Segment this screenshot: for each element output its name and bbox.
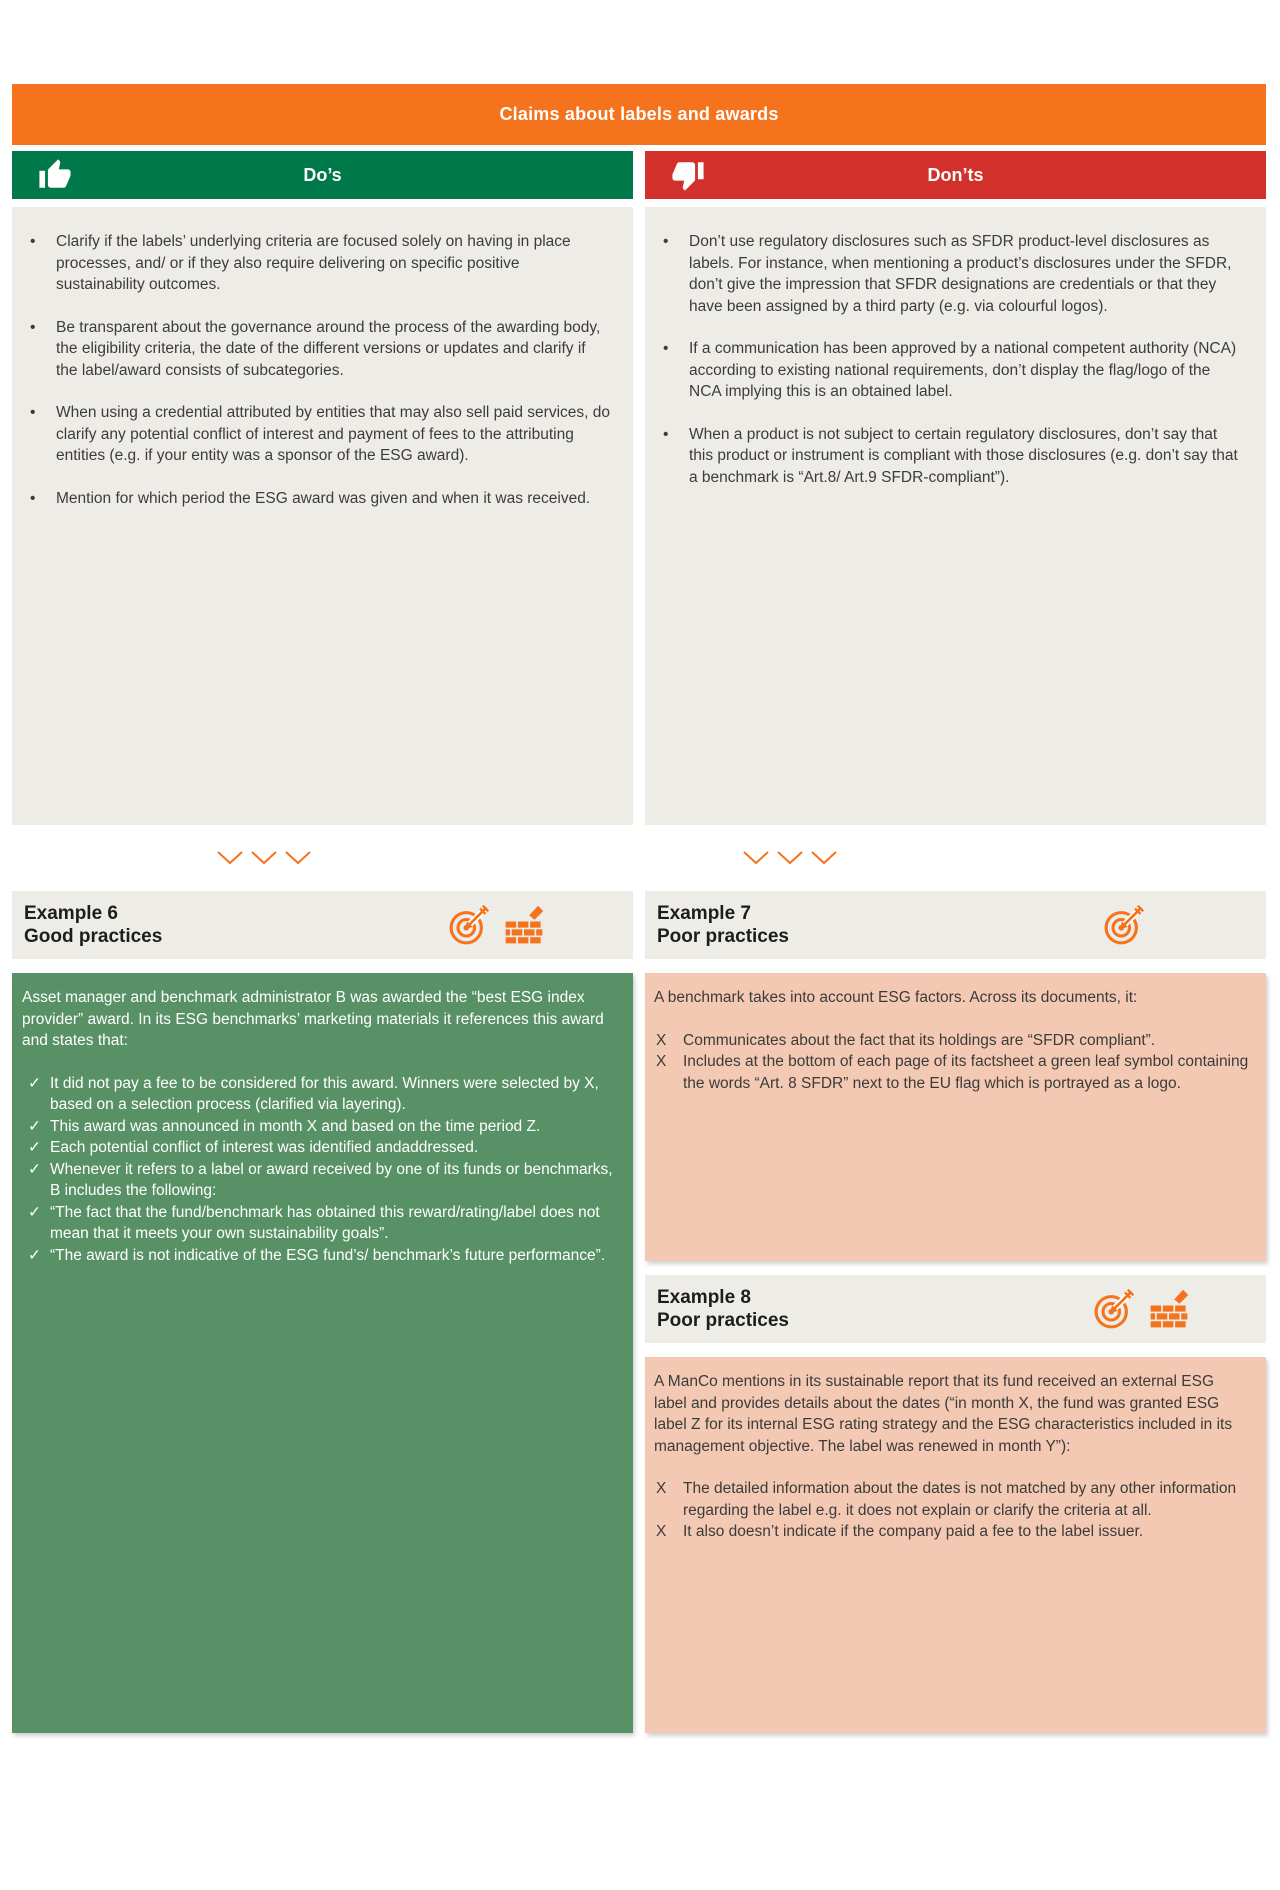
donts-header-label: Don’ts <box>927 164 984 185</box>
example7-header <box>645 891 1266 959</box>
chevron-group-right <box>743 851 1266 865</box>
example-number: Example 7 <box>657 903 751 924</box>
list-item <box>30 488 611 510</box>
donts-item-text: When a product is not subject to certain regulatory disclosures, don’t say that this product or instrument is compliant with those disclosures (e.g. don’t say that a benchmark is “Art.8/ Art.9 SFDR-compliant”). <box>689 425 1238 486</box>
example-kind: Poor practices <box>657 926 789 947</box>
cross-marker: X <box>656 1480 667 1497</box>
cross-marker: X <box>656 1523 667 1540</box>
list-item <box>22 1159 618 1202</box>
list-item <box>654 1051 1251 1094</box>
example6-item-text: “The award is not indicative of the ESG fund’s/ benchmark’s future performance”. <box>50 1246 606 1264</box>
example8-icons <box>1092 1287 1190 1331</box>
list-item <box>654 1478 1251 1521</box>
dos-list-box <box>12 207 633 825</box>
example6-title <box>24 902 162 948</box>
example8-header <box>645 1275 1266 1343</box>
dos-item-text: Clarify if the labels’ underlying criteria are focused solely on having in place processes, and/ or if they also require delivering on specific positive sustainability outcomes. <box>56 233 571 293</box>
list-item <box>663 338 1244 403</box>
donts-list-box <box>645 207 1266 825</box>
check-marker: ✓ <box>28 1117 41 1135</box>
list-item <box>30 402 611 467</box>
chevron-down-icon <box>217 851 243 865</box>
example-kind: Good practices <box>24 926 163 947</box>
example8-intro: A ManCo mentions in its sustainable report that its fund received an external ESG label and provides details about the dates (“in month X, the fund was granted ESG label Z for its internal ESG rating strategy and the ESG characteristics included in its management objective. The label was renewed in month Y”): <box>654 1373 1233 1455</box>
list-item <box>663 424 1244 489</box>
example6-item-text: Each potential conflict of interest was identified andaddressed. <box>50 1139 479 1156</box>
example8-item-text: The detailed information about the dates is not matched by any other information regarding the label e.g. it does not explain or clarify the criteria at all. <box>683 1480 1237 1519</box>
dos-donts-headers <box>12 151 1266 207</box>
target-arrow-icon <box>447 903 491 947</box>
check-marker: ✓ <box>28 1139 41 1156</box>
example6-item-text: “The fact that the fund/benchmark has obtained this reward/rating/label does not mean that it meets your own sustainability goals”. <box>50 1203 600 1242</box>
dos-item-text: Be transparent about the governance around the process of the awarding body, the eligibility criteria, the date of the different versions or updates and clarify if the label/award consists of subcategories. <box>56 318 601 379</box>
list-item <box>22 1137 618 1159</box>
bullet-marker: • <box>663 425 669 443</box>
bullet-marker: • <box>30 233 36 250</box>
bricks-icon <box>1148 1288 1190 1330</box>
examples-section <box>12 891 1266 1733</box>
bullet-marker: • <box>30 489 36 507</box>
bullet-marker: • <box>30 404 36 421</box>
list-item <box>654 1521 1251 1543</box>
list-item <box>30 231 611 296</box>
check-marker: ✓ <box>28 1246 41 1264</box>
example7-item-text: Communicates about the fact that its holdings are “SFDR compliant”. <box>683 1031 1156 1049</box>
chevron-down-icon <box>251 851 277 865</box>
example-kind: Poor practices <box>657 1310 789 1331</box>
list-item <box>22 1116 618 1138</box>
example8-item-text: It also doesn’t indicate if the company paid a fee to the label issuer. <box>683 1523 1144 1540</box>
example6-item-text: This award was announced in month X and based on the time period Z. <box>50 1117 541 1135</box>
example6-content-box <box>12 973 633 1733</box>
chevron-down-icon <box>285 851 311 865</box>
example6-item-text: It did not pay a fee to be considered for this award. Winners were selected by X, based on a selection process (clarified via layering). <box>50 1074 599 1113</box>
bullet-marker: • <box>663 233 669 250</box>
list-item <box>654 1030 1251 1052</box>
list-item <box>30 317 611 382</box>
example8-title <box>657 1286 789 1332</box>
cross-marker: X <box>656 1053 667 1070</box>
chevron-down-icon <box>777 851 803 865</box>
donts-header-bar <box>645 151 1266 199</box>
cross-marker: X <box>656 1031 667 1049</box>
chevron-down-icon <box>811 851 837 865</box>
target-arrow-icon <box>1102 903 1146 947</box>
example6-icons <box>447 903 545 947</box>
section-title: Claims about labels and awards <box>499 104 779 124</box>
example6-header <box>12 891 633 959</box>
list-item <box>663 231 1244 317</box>
bullet-marker: • <box>30 318 36 336</box>
thumbs-down-icon <box>671 158 705 192</box>
chevron-down-icon <box>743 851 769 865</box>
target-arrow-icon <box>1092 1287 1136 1331</box>
dos-donts-content <box>12 207 1266 825</box>
list-item <box>22 1202 618 1245</box>
example6-column <box>12 891 633 1733</box>
example-number: Example 8 <box>657 1287 751 1308</box>
list-item <box>22 1245 618 1267</box>
dos-item-text: Mention for which period the ESG award was given and when it was received. <box>56 489 591 507</box>
dos-header-label: Do’s <box>303 164 342 185</box>
example6-intro: Asset manager and benchmark administrator B was awarded the “best ESG index provider” award. In its ESG benchmarks’ marketing materials it references this award and states that: <box>22 989 604 1049</box>
example7-intro: A benchmark takes into account ESG factors. Across its documents, it: <box>654 989 1138 1006</box>
example-number: Example 6 <box>24 903 118 924</box>
example8-content-box <box>645 1357 1266 1733</box>
example7-icons <box>1102 903 1146 947</box>
section-title-bar <box>12 84 1266 145</box>
thumbs-up-icon <box>38 158 72 192</box>
check-marker: ✓ <box>28 1203 41 1221</box>
check-marker: ✓ <box>28 1160 41 1178</box>
example7-content-box <box>645 973 1266 1261</box>
list-item <box>22 1073 618 1116</box>
bricks-icon <box>503 904 545 946</box>
dos-item-text: When using a credential attributed by entities that may also sell paid services, do clarify any potential conflict of interest and payment of fees to the attributing entities (e.g. if your entity was a sponsor of the ESG award). <box>56 404 610 464</box>
donts-item-text: If a communication has been approved by a national competent authority (NCA) according to existing national requirements, don’t display the flag/logo of the NCA implying this is an obtained label. <box>689 340 1237 400</box>
bullet-marker: • <box>663 340 669 357</box>
check-marker: ✓ <box>28 1074 41 1092</box>
chevron-group-left <box>217 851 633 865</box>
dos-header-bar <box>12 151 633 199</box>
chevron-row <box>12 825 1266 891</box>
donts-item-text: Don’t use regulatory disclosures such as SFDR product-level disclosures as labels. For instance, when mentioning a product’s disclosures under the SFDR, don’t give the impression that SFDR designations are credentials or that they have been assigned by a third party (e.g. via colourful logos). <box>689 233 1232 315</box>
example6-item-text: Whenever it refers to a label or award received by one of its funds or benchmarks, B includes the following: <box>50 1160 613 1199</box>
examples7-8-column <box>645 891 1266 1733</box>
example7-item-text: Includes at the bottom of each page of its factsheet a green leaf symbol containing the words “Art. 8 SFDR” next to the EU flag which is portrayed as a logo. <box>683 1053 1249 1092</box>
example7-title <box>657 902 789 948</box>
